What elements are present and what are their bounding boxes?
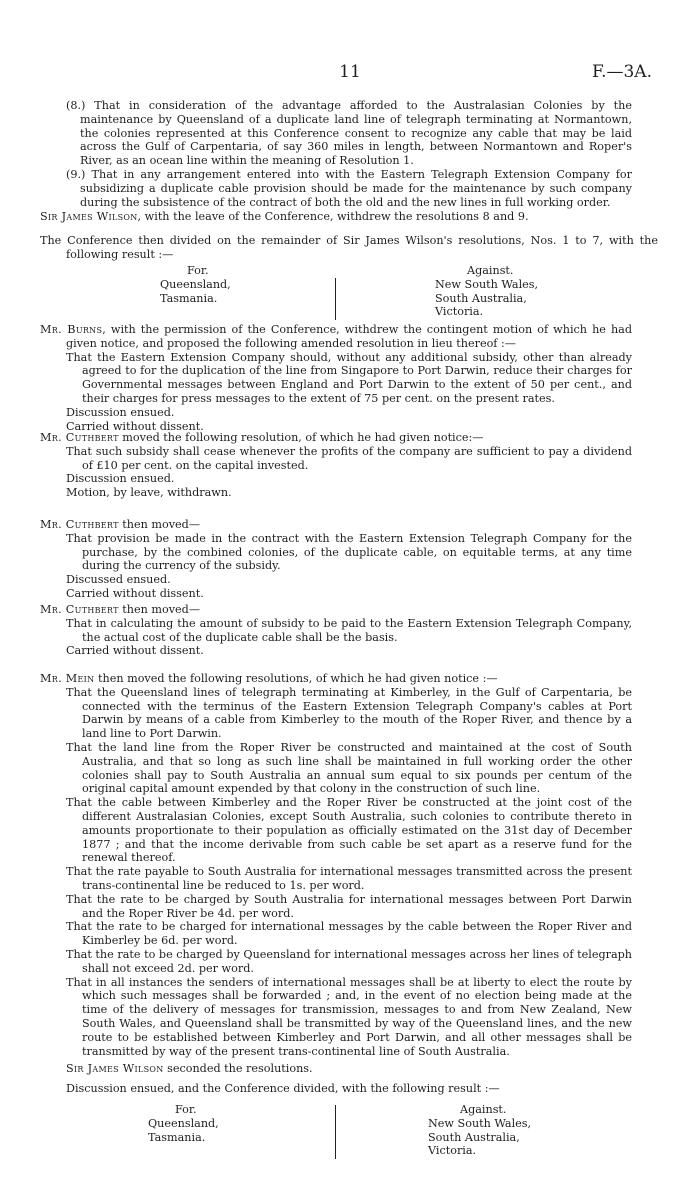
mein-intro: Mr. Mein then moved the following resolutions, of which he had given notice :— bbox=[40, 672, 498, 685]
against-heading: Against. bbox=[467, 264, 514, 277]
for-heading: For. bbox=[187, 264, 209, 277]
mein-resolution: That the rate to be charged by Queensland for international messages across her lines of telegraph shall not exceed 2d. per word. bbox=[66, 947, 632, 975]
outcome-note: Motion, by leave, withdrawn. bbox=[66, 486, 232, 500]
cuthbert-intro: Mr. Cuthbert then moved— bbox=[40, 518, 201, 531]
for-item: Tasmania. bbox=[160, 291, 218, 305]
speaker-name: Mr. Cuthbert bbox=[40, 518, 119, 531]
against-item: Victoria. bbox=[435, 305, 484, 319]
for-item: Queensland, bbox=[160, 277, 231, 291]
cuthbert-section-3 bbox=[40, 603, 632, 658]
seconded-text: seconded the resolutions. bbox=[163, 1062, 313, 1075]
mein-resolutions bbox=[66, 686, 632, 1059]
burns-resolution: That the Eastern Extension Company should, without any additional subsidy, other than already agreed to for the duplication of the line from Singapore to Port Darwin, reduce their charges for Governmental messages between England and Port Darwin to the extent of 50 per cent., and their charges for press messages to the extent of 75 per cent. on the present rates. bbox=[66, 350, 632, 405]
outcome-note: Carried without dissent. bbox=[66, 644, 204, 658]
for-item: Queensland, bbox=[148, 1116, 219, 1130]
against-item: New South Wales, bbox=[428, 1116, 532, 1130]
speaker-name: Mr. Cuthbert bbox=[40, 603, 119, 616]
cuthbert-section-2 bbox=[40, 518, 632, 601]
vote-for-column bbox=[160, 264, 240, 305]
cuthbert-resolution: That such subsidy shall cease whenever the profits of the company are sufficient to pay a dividend of £10 per cent. on the capital invested. bbox=[66, 444, 632, 472]
seconded-paragraph bbox=[66, 1062, 632, 1076]
burns-section bbox=[40, 323, 632, 433]
cuthbert-resolution: That provision be made in the contract with the Eastern Extension Telegraph Company for the purchase, by the combined colonies, of the duplicate cable, on equitable terms, at any time during the currency of the subsidy. bbox=[66, 531, 632, 573]
mein-resolution: That the rate to be charged for international messages by the cable between the Roper River and Kimberley be 6d. per word. bbox=[66, 920, 632, 948]
against-item: South Australia, bbox=[435, 291, 527, 305]
discussion-note: Discussion ensued. bbox=[66, 405, 175, 419]
vote-result-2 bbox=[0, 1103, 700, 1159]
vote-against-column bbox=[428, 1103, 558, 1158]
for-item: Tasmania. bbox=[148, 1130, 206, 1144]
vote-for-column bbox=[148, 1103, 228, 1144]
vote-result-1 bbox=[0, 264, 700, 320]
speaker-name: Mr. Mein bbox=[40, 672, 95, 685]
for-heading: For. bbox=[175, 1103, 197, 1116]
mein-resolution: That the rate payable to South Australia for international messages transmitted across the present trans-continental line be reduced to 1s. per word. bbox=[66, 865, 632, 892]
speaker-name: Sir James Wilson bbox=[40, 210, 138, 223]
cuthbert-intro: Mr. Cuthbert moved the following resolution, of which he had given notice:— bbox=[40, 431, 484, 444]
cuthbert-intro: Mr. Cuthbert then moved— bbox=[40, 603, 201, 616]
withdraw-paragraph bbox=[40, 210, 632, 224]
discussion-note: Discussed ensued. bbox=[66, 573, 171, 587]
vote-divider bbox=[335, 278, 336, 320]
outcome-note: Carried without dissent. bbox=[66, 586, 204, 600]
document-reference: F.—3A. bbox=[591, 62, 652, 82]
against-item: South Australia, bbox=[428, 1130, 520, 1144]
divided-paragraph: The Conference then divided on the remainder of Sir James Wilson's resolutions, Nos. 1 to 7, with the following result :— bbox=[40, 234, 658, 261]
speaker-name: Mr. Burns bbox=[40, 323, 103, 336]
mein-section bbox=[40, 672, 632, 1058]
burns-intro: Mr. Burns, with the permission of the Conference, withdrew the contingent motion of which he had given notice, and proposed the following amended resolution in lieu thereof :— bbox=[40, 323, 632, 350]
mein-resolution: That the cable between Kimberley and the Roper River be constructed at the joint cost of the different Australasian Colonies, except South Australia, such colonies to contribute thereto in amounts proportionate to their population as officially estimated on the 31st day of December 1877 ; and that the income derivable from such cable be set apart as a reserve fund for the renewal thereof. bbox=[66, 796, 632, 865]
discussion-note: Discussion ensued. bbox=[66, 472, 175, 486]
speaker-name: Sir James Wilson bbox=[66, 1062, 164, 1075]
mein-resolution: That the rate to be charged by South Australia for international messages between Port Darwin and the Roper River be 4d. per word. bbox=[66, 892, 632, 920]
withdraw-text: , with the leave of the Conference, withdrew the resolutions 8 and 9. bbox=[137, 210, 529, 223]
resolution-9: (9.) That in any arrangement entered into with the Eastern Telegraph Extension Company for subsidizing a duplicate cable provision should be made for the maintenance by such company during the subsistence of the contract of both the old and the new lines in full working order. bbox=[66, 167, 632, 209]
resolutions-8-9 bbox=[66, 99, 632, 209]
against-heading: Against. bbox=[460, 1103, 507, 1116]
mein-resolution: That the Queensland lines of telegraph terminating at Kimberley, in the Gulf of Carpentaria, be connected with the terminus of the Eastern Extension Telegraph Company's cables at Port Darwin by means of a cable from Kimberley to the mouth of the Roper River, and thence by a land line to Port Darwin. bbox=[66, 685, 632, 741]
cuthbert-resolution: That in calculating the amount of subsidy to be paid to the Eastern Extension Telegraph Company, the actual cost of the duplicate cable shall be the basis. bbox=[66, 616, 632, 644]
against-item: Victoria. bbox=[428, 1144, 477, 1158]
cuthbert-section-1 bbox=[40, 431, 632, 500]
vote-against-column bbox=[435, 264, 565, 319]
divided-paragraph-2: Discussion ensued, and the Conference divided, with the following result :— bbox=[66, 1082, 500, 1095]
page-number: 11 bbox=[339, 62, 361, 82]
resolution-8: (8.) That in consideration of the advantage afforded to the Australasian Colonies by the maintenance by Queensland of a duplicate land line of telegraph terminating at Normantown, the colonies represented at this Conference consent to recognize any cable that may be laid across the Gulf of Carpentaria, of say 360 miles in length, between Normantown and Roper's River, as an ocean line within the meaning of Resolution 1. bbox=[66, 99, 632, 168]
mein-resolution: That the land line from the Roper River be constructed and maintained at the cost of South Australia, and that so long as such line shall be maintained in full working order the other colonies shall pay to South Australia an annual sum equal to six pounds per centum of the original capital amount expended by that colony in the construction of such line. bbox=[66, 740, 632, 796]
outcome-note: Carried without dissent. bbox=[66, 419, 204, 433]
mein-resolution: That in all instances the senders of international messages shall be at liberty to elect the route by which such messages shall be forwarded ; and, in the event of no election being made at the time of the delivery of messages for transmission, messages to and from New Zealand, New South Wales, and Queensland shall be transmitted by way of the Queensland lines, and the new route to be established between Kimberley and Port Darwin, and all other messages shall be transmitted by way of the present trans-continental line of South Australia. bbox=[66, 975, 632, 1058]
against-item: New South Wales, bbox=[435, 277, 539, 291]
vote-divider bbox=[335, 1105, 336, 1159]
speaker-name: Mr. Cuthbert bbox=[40, 431, 119, 444]
